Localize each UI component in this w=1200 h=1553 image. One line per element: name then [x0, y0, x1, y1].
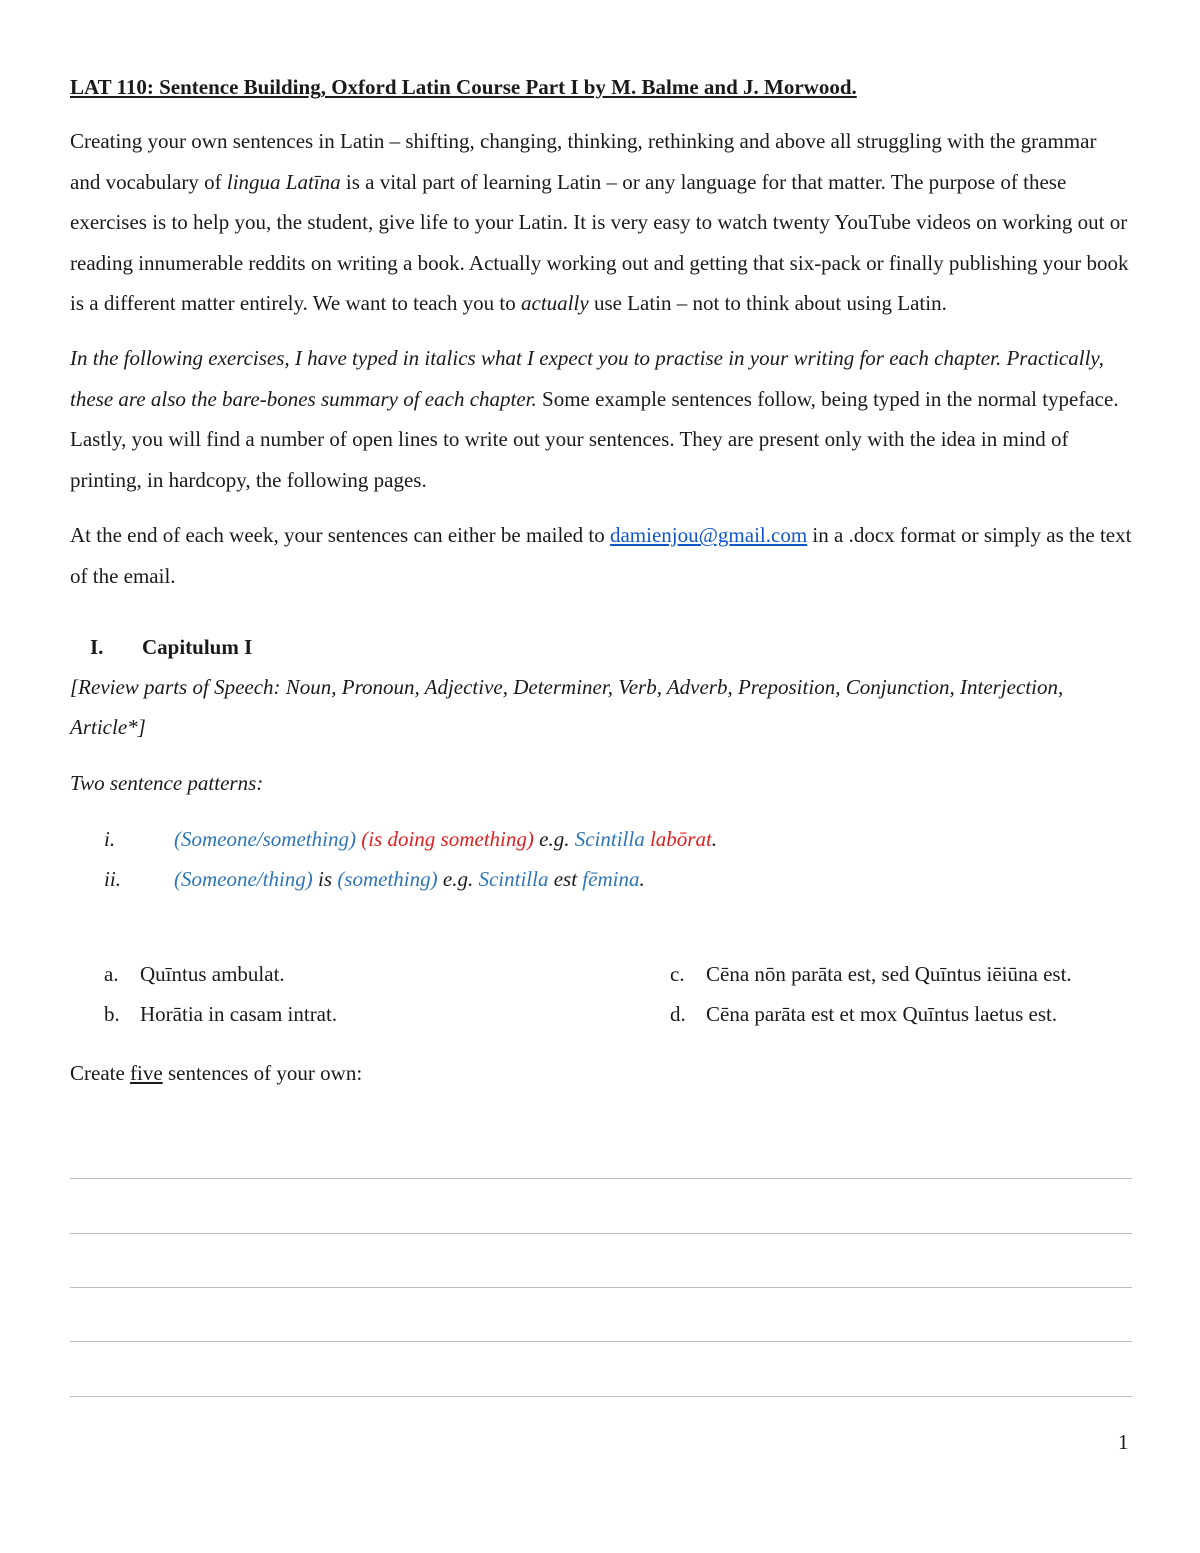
pattern-example-complement: fēmina	[582, 866, 640, 891]
pattern-eg: e.g.	[539, 826, 570, 851]
example-letter: a.	[104, 961, 119, 986]
example-letter: b.	[104, 1001, 120, 1026]
example-text: Cēna parāta est et mox Quīntus laetus est.	[706, 1001, 1058, 1026]
pattern-subject: (Someone/something)	[174, 826, 356, 851]
chapter-number: I.	[90, 634, 104, 659]
intro-text-b: is a vital part of learning Latin – or any language for that matter. The purpose of these exercises is to help you, the student, give life to your Latin. It is very easy to watch twenty YouTube videos on working out or reading innumerable reddits on writing a book. Actually working out and getting that six-pack or finally publishing your book is a different matter entirely. We want to teach you to	[70, 169, 1129, 316]
pattern-number: i.	[104, 826, 116, 851]
instructions-italic: In the following exercises, I have typed in italics what I expect you to practise in your writing for each chapter. Practically, these are also the bare-bones summary of each chapter.	[70, 345, 1104, 411]
example-letter: c.	[670, 961, 685, 986]
example-text: Cēna nōn parāta est, sed Quīntus iēiūna est.	[706, 961, 1072, 986]
document-page	[70, 70, 1132, 1093]
chapter-title: Capitulum I	[142, 634, 253, 659]
submission-after: in a .docx format or simply as the text of the email.	[70, 523, 1132, 588]
chapter-heading	[70, 627, 1132, 667]
create-after: sentences of your own:	[162, 1060, 363, 1085]
create-prompt	[70, 1053, 1132, 1093]
pattern-number: ii.	[104, 866, 121, 891]
writing-line[interactable]	[70, 1233, 1132, 1234]
example-item	[670, 994, 1057, 1034]
pattern-example-copula: est	[548, 866, 583, 891]
pattern-verb: (is doing something)	[361, 826, 534, 851]
pattern-item	[70, 859, 1132, 899]
example-text: Quīntus ambulat.	[140, 961, 285, 986]
instructions-normal: Some example sentences follow, being typed in the normal typeface. Lastly, you will find a number of open lines to write out your sentences. They are present only with the idea in mind of printing, in hardcopy, the following pages.	[70, 386, 1119, 492]
pattern-item	[70, 819, 1132, 859]
example-item	[670, 954, 1072, 994]
pattern-copula: is	[312, 866, 338, 891]
review-note: [Review parts of Speech: Noun, Pronoun, Adjective, Determiner, Verb, Adverb, Preposition, Conjunction, Interjection, Article*]	[70, 674, 1064, 740]
create-count: five	[130, 1060, 163, 1085]
page-number: 1	[1118, 1430, 1129, 1454]
intro-italic-lingua: lingua Latīna	[226, 169, 341, 194]
pattern-body	[174, 819, 717, 859]
pattern-complement: (something)	[337, 866, 438, 891]
email-link[interactable]: damienjou@gmail.com	[609, 523, 808, 548]
pattern-period: .	[639, 866, 645, 891]
example-item	[104, 994, 337, 1034]
intro-text-a: Creating your own sentences in Latin – shifting, changing, thinking, rethinking and above all struggling with the grammar and vocabulary of	[70, 129, 1097, 194]
pattern-example-subject: Scintilla	[478, 866, 549, 891]
example-sentences	[70, 954, 1132, 1036]
writing-line[interactable]	[70, 1341, 1132, 1342]
submission-paragraph	[70, 515, 1132, 596]
example-item	[104, 954, 285, 994]
pattern-eg: e.g.	[442, 866, 474, 891]
intro-text-c: use Latin – not to think about using Latin.	[588, 291, 947, 316]
writing-line[interactable]	[70, 1178, 1132, 1179]
writing-line[interactable]	[70, 1396, 1132, 1397]
patterns-label: Two sentence patterns:	[70, 770, 264, 795]
intro-paragraph	[70, 121, 1132, 324]
pattern-period: .	[711, 826, 718, 851]
pattern-subject: (Someone/thing)	[174, 866, 313, 891]
document-title: LAT 110: Sentence Building, Oxford Latin Course Part I by M. Balme and J. Morwood.	[70, 75, 857, 99]
instructions-paragraph	[70, 338, 1132, 500]
intro-italic-actually: actually	[521, 291, 589, 316]
example-text: Horātia in casam intrat.	[140, 1001, 338, 1026]
pattern-example-subject: Scintilla	[574, 826, 645, 851]
example-letter: d.	[670, 1001, 686, 1026]
create-before: Create	[70, 1060, 131, 1085]
pattern-list	[70, 819, 1132, 899]
submission-before: At the end of each week, your sentences can either be mailed to	[70, 523, 610, 548]
pattern-example-verb: labōrat	[649, 826, 712, 851]
pattern-body	[174, 859, 645, 899]
writing-line[interactable]	[70, 1287, 1132, 1288]
